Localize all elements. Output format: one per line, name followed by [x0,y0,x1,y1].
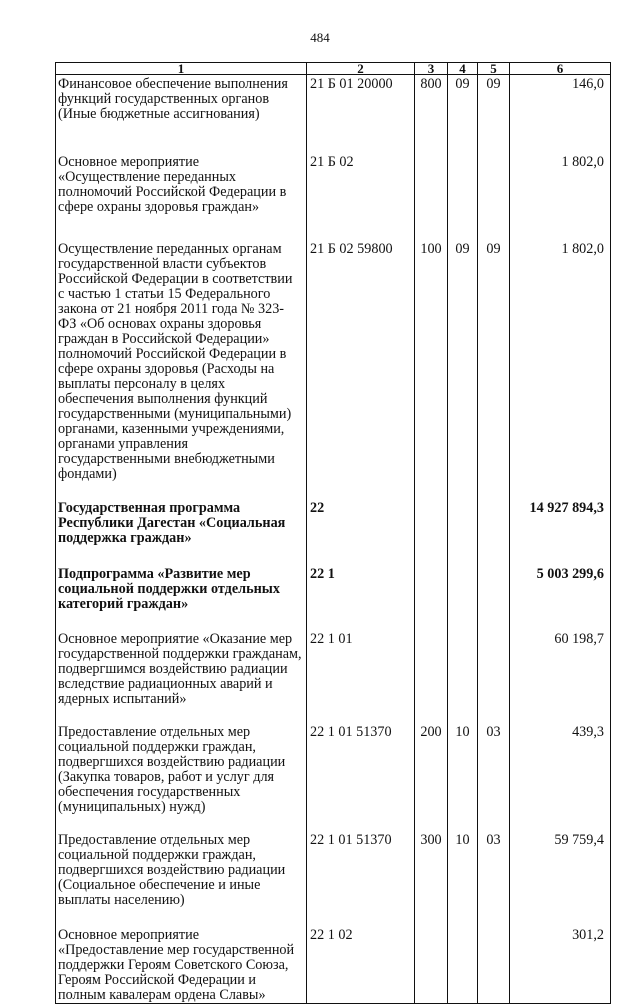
row-section: 10 [448,833,478,928]
table-row [56,632,611,725]
row-section: 09 [448,242,478,501]
row-code: 21 Б 01 20000 [307,75,415,156]
table-row [56,501,611,567]
row-expense-type [415,155,448,242]
row-code: 21 Б 02 [307,155,415,242]
row-subsection [478,155,510,242]
row-section [448,632,478,725]
row-name: Предоставление отдельных мер социальной поддержки граждан, подвергшихся воздействию радиации (Закупка товаров, работ и услуг для обеспечения государственных (муниципальных) нужд) [56,725,307,833]
row-expense-type [415,928,448,1004]
row-subsection [478,501,510,567]
header-col-3: 3 [415,63,448,75]
budget-table [55,62,611,1004]
row-subsection: 03 [478,833,510,928]
row-section [448,567,478,632]
row-expense-type: 200 [415,725,448,833]
header-row [56,63,611,75]
row-amount: 146,0 [510,75,611,156]
table-row [56,567,611,632]
row-code: 22 1 01 51370 [307,833,415,928]
row-expense-type [415,567,448,632]
row-amount: 301,2 [510,928,611,1004]
header-col-5: 5 [478,63,510,75]
header-col-2: 2 [307,63,415,75]
row-amount: 59 759,4 [510,833,611,928]
row-subsection [478,632,510,725]
row-name: Основное мероприятие «Предоставление мер государственной поддержки Героям Советского Союза, Героям Российской Федерации и полным кавалерам ордена Славы» [56,928,307,1004]
table-row [56,928,611,1004]
row-subsection: 09 [478,75,510,156]
row-expense-type: 100 [415,242,448,501]
row-code: 22 1 01 [307,632,415,725]
page-number: 484 [310,30,330,45]
row-amount: 5 003 299,6 [510,567,611,632]
row-subsection: 03 [478,725,510,833]
row-code: 22 [307,501,415,567]
row-expense-type [415,632,448,725]
header-col-6: 6 [510,63,611,75]
table-row [56,155,611,242]
row-name: Государственная программа Республики Дагестан «Социальная поддержка граждан» [56,501,307,567]
row-code: 21 Б 02 59800 [307,242,415,501]
row-amount: 60 198,7 [510,632,611,725]
row-amount: 14 927 894,3 [510,501,611,567]
row-subsection: 09 [478,242,510,501]
row-name: Подпрограмма «Развитие мер социальной поддержки отдельных категорий граждан» [56,567,307,632]
row-amount: 1 802,0 [510,155,611,242]
table-row [56,725,611,833]
row-expense-type: 800 [415,75,448,156]
row-section [448,928,478,1004]
row-subsection [478,567,510,632]
row-expense-type: 300 [415,833,448,928]
table-row [56,833,611,928]
row-name: Основное мероприятие «Оказание мер государственной поддержки гражданам, подвергшимся воздействию радиации вследствие радиационных аварий и ядерных испытаний» [56,632,307,725]
header-col-1: 1 [56,63,307,75]
row-section [448,501,478,567]
row-subsection [478,928,510,1004]
row-amount: 1 802,0 [510,242,611,501]
row-code: 22 1 [307,567,415,632]
row-code: 22 1 01 51370 [307,725,415,833]
row-section: 10 [448,725,478,833]
row-name: Предоставление отдельных мер социальной поддержки граждан, подвергшихся воздействию радиации (Социальное обеспечение и иные выплаты населению) [56,833,307,928]
row-expense-type [415,501,448,567]
table-row [56,75,611,156]
table-row [56,242,611,501]
row-amount: 439,3 [510,725,611,833]
row-code: 22 1 02 [307,928,415,1004]
row-section: 09 [448,75,478,156]
row-name: Финансовое обеспечение выполнения функций государственных органов (Иные бюджетные ассигнования) [56,75,307,156]
row-name: Основное мероприятие «Осуществление переданных полномочий Российской Федерации в сфере охраны здоровья граждан» [56,155,307,242]
row-name: Осуществление переданных органам государственной власти субъектов Российской Федерации в соответствии с частью 1 статьи 15 Федерального закона от 21 ноября 2011 года № 323-ФЗ «Об основах охраны здоровья граждан в Российской Федерации» полномочий Российской Федерации в сфере охраны здоровья (Расходы на выплаты персоналу в целях обеспечения выполнения функций государственными (муниципальными) органами, казенными учреждениями, органами управления государственными внебюджетными фондами) [56,242,307,501]
header-col-4: 4 [448,63,478,75]
row-section [448,155,478,242]
